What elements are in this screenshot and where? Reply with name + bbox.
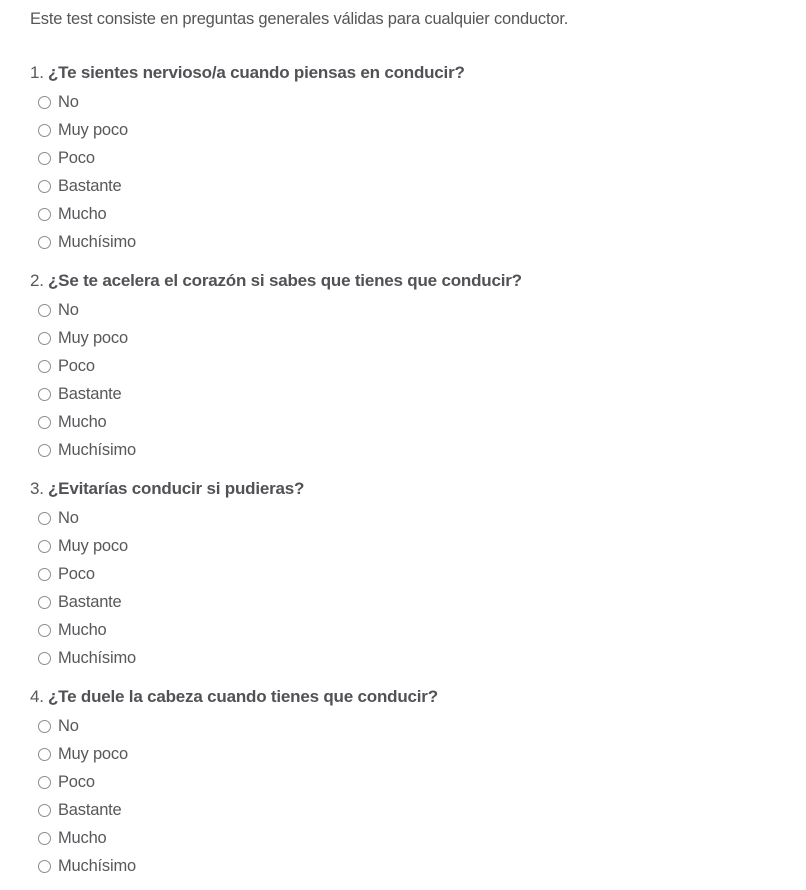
question-text: ¿Se te acelera el corazón si sabes que tienes que conducir? — [48, 271, 522, 290]
option-label: Muchísimo — [58, 649, 136, 667]
radio-button[interactable] — [38, 360, 51, 373]
option-row[interactable] — [38, 436, 782, 464]
option-label: Muy poco — [58, 121, 128, 139]
option-row[interactable] — [38, 712, 782, 740]
option-label: Poco — [58, 565, 95, 583]
option-row[interactable] — [38, 88, 782, 116]
option-row[interactable] — [38, 408, 782, 436]
option-row[interactable] — [38, 324, 782, 352]
option-label: No — [58, 93, 79, 111]
option-label: No — [58, 301, 79, 319]
question-number: 4. — [30, 687, 44, 706]
option-row[interactable] — [38, 588, 782, 616]
intro-text: Este test consiste en preguntas generales válidas para cualquier conductor. — [30, 10, 569, 28]
question-number: 3. — [30, 479, 44, 498]
radio-button[interactable] — [38, 208, 51, 221]
radio-button[interactable] — [38, 152, 51, 165]
option-row[interactable] — [38, 768, 782, 796]
radio-button[interactable] — [38, 388, 51, 401]
options-group-3 — [30, 504, 782, 672]
option-row[interactable] — [38, 116, 782, 144]
radio-button[interactable] — [38, 444, 51, 457]
question-text: ¿Te duele la cabeza cuando tienes que conducir? — [48, 687, 438, 706]
option-label: Mucho — [58, 829, 107, 847]
question-text: ¿Te sientes nervioso/a cuando piensas en conducir? — [48, 63, 465, 82]
option-row[interactable] — [38, 380, 782, 408]
option-label: Muy poco — [58, 537, 128, 555]
radio-button[interactable] — [38, 96, 51, 109]
option-label: No — [58, 509, 79, 527]
option-label: Muy poco — [58, 329, 128, 347]
option-label: Poco — [58, 149, 95, 167]
option-row[interactable] — [38, 144, 782, 172]
option-label: Muchísimo — [58, 233, 136, 251]
radio-button[interactable] — [38, 804, 51, 817]
question-title-3 — [30, 478, 782, 500]
question-text: ¿Evitarías conducir si pudieras? — [48, 479, 305, 498]
option-row[interactable] — [38, 352, 782, 380]
radio-button[interactable] — [38, 652, 51, 665]
radio-button[interactable] — [38, 624, 51, 637]
option-label: Mucho — [58, 413, 107, 431]
option-row[interactable] — [38, 560, 782, 588]
option-row[interactable] — [38, 644, 782, 672]
option-row[interactable] — [38, 740, 782, 768]
option-row[interactable] — [38, 200, 782, 228]
radio-button[interactable] — [38, 776, 51, 789]
option-label: Bastante — [58, 593, 122, 611]
option-label: No — [58, 717, 79, 735]
radio-button[interactable] — [38, 596, 51, 609]
radio-button[interactable] — [38, 236, 51, 249]
option-row[interactable] — [38, 504, 782, 532]
radio-button[interactable] — [38, 304, 51, 317]
question-block-4 — [30, 686, 782, 880]
radio-button[interactable] — [38, 512, 51, 525]
radio-button[interactable] — [38, 180, 51, 193]
question-title-1 — [30, 62, 782, 84]
option-label: Bastante — [58, 801, 122, 819]
radio-button[interactable] — [38, 332, 51, 345]
radio-button[interactable] — [38, 832, 51, 845]
options-group-1 — [30, 88, 782, 256]
option-label: Bastante — [58, 385, 122, 403]
question-number: 1. — [30, 63, 44, 82]
option-row[interactable] — [38, 824, 782, 852]
options-group-2 — [30, 296, 782, 464]
radio-button[interactable] — [38, 748, 51, 761]
option-label: Muy poco — [58, 745, 128, 763]
radio-button[interactable] — [38, 540, 51, 553]
option-label: Mucho — [58, 621, 107, 639]
question-number: 2. — [30, 271, 44, 290]
radio-button[interactable] — [38, 416, 51, 429]
option-row[interactable] — [38, 228, 782, 256]
question-title-4 — [30, 686, 782, 708]
option-label: Bastante — [58, 177, 122, 195]
option-label: Muchísimo — [58, 857, 136, 875]
radio-button[interactable] — [38, 860, 51, 873]
option-label: Mucho — [58, 205, 107, 223]
option-row[interactable] — [38, 852, 782, 880]
option-label: Poco — [58, 357, 95, 375]
option-row[interactable] — [38, 616, 782, 644]
option-row[interactable] — [38, 532, 782, 560]
option-row[interactable] — [38, 296, 782, 324]
option-label: Muchísimo — [58, 441, 136, 459]
question-block-3 — [30, 478, 782, 672]
option-label: Poco — [58, 773, 95, 791]
question-block-2 — [30, 270, 782, 464]
options-group-4 — [30, 712, 782, 880]
radio-button[interactable] — [38, 568, 51, 581]
question-block-1 — [30, 62, 782, 256]
option-row[interactable] — [38, 172, 782, 200]
radio-button[interactable] — [38, 720, 51, 733]
question-title-2 — [30, 270, 782, 292]
radio-button[interactable] — [38, 124, 51, 137]
option-row[interactable] — [38, 796, 782, 824]
